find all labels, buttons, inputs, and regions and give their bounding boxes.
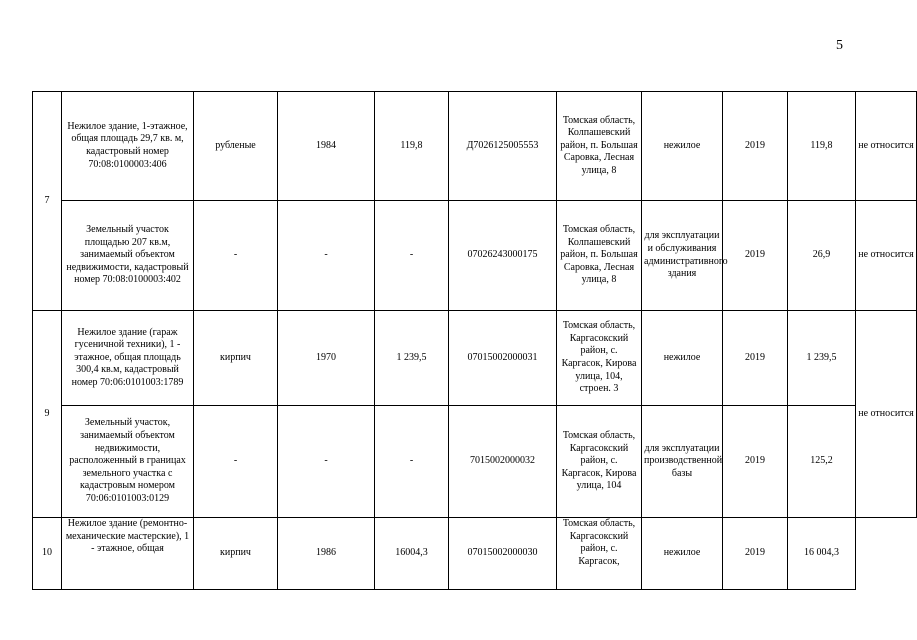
object-address: Томская область, Каргасокский район, с. Каргасок, Кирова улица, 104, строен. 3 <box>557 311 642 406</box>
object-purpose: нежилое <box>642 311 723 406</box>
object-value: - <box>375 406 449 518</box>
table-row <box>33 311 917 406</box>
build-year: 1984 <box>278 92 375 201</box>
object-value: 119,8 <box>375 92 449 201</box>
object-description: Нежилое здание (гараж гусеничной техники), 1 - этажное, общая площадь 300,4 кв.м, кадастровый номер 70:06:0101003:1789 <box>62 311 194 406</box>
object-code: 07015002000031 <box>449 311 557 406</box>
record-year: 2019 <box>723 311 788 406</box>
note: не относится <box>856 311 917 518</box>
object-value: - <box>375 201 449 311</box>
table-row <box>33 518 917 590</box>
object-code: 07015002000030 <box>449 518 557 590</box>
table-row <box>33 92 917 201</box>
build-year: 1970 <box>278 311 375 406</box>
object-description: Земельный участок, занимаемый объектом недвижимости, расположенный в границах земельного участка с кадастровым номером 70:06:0101003:0129 <box>62 406 194 518</box>
row-number: 9 <box>33 311 62 518</box>
record-year: 2019 <box>723 406 788 518</box>
object-value-2: 1 239,5 <box>788 311 856 406</box>
build-year: 1986 <box>278 518 375 590</box>
page-number: 5 <box>836 38 843 53</box>
row-number: 10 <box>33 518 62 590</box>
row-number: 7 <box>33 92 62 311</box>
record-year: 2019 <box>723 201 788 311</box>
object-purpose: нежилое <box>642 92 723 201</box>
object-value-2: 26,9 <box>788 201 856 311</box>
object-value-2: 16 004,3 <box>788 518 856 590</box>
record-year: 2019 <box>723 518 788 590</box>
object-address: Томская область, Каргасокский район, с. Каргасок, Кирова улица, 104 <box>557 406 642 518</box>
object-description: Нежилое здание, 1-этажное, общая площадь 29,7 кв. м, кадастровый номер 70:08:0100003:406 <box>62 92 194 201</box>
object-value: 1 239,5 <box>375 311 449 406</box>
build-year: - <box>278 201 375 311</box>
object-code: 07026243000175 <box>449 201 557 311</box>
object-purpose: для эксплуатации и обслуживания административного здания <box>642 201 723 311</box>
object-address: Томская область, Колпашевский район, п. Большая Саровка, Лесная улица, 8 <box>557 92 642 201</box>
wall-material: кирпич <box>194 311 278 406</box>
table-row <box>33 406 917 518</box>
note: не относится <box>856 92 917 201</box>
table-row <box>33 201 917 311</box>
object-address: Томская область, Колпашевский район, п. Большая Саровка, Лесная улица, 8 <box>557 201 642 311</box>
object-code: 7015002000032 <box>449 406 557 518</box>
object-value-2: 125,2 <box>788 406 856 518</box>
empty-cell <box>856 518 917 590</box>
wall-material: - <box>194 201 278 311</box>
build-year: - <box>278 406 375 518</box>
object-value: 16004,3 <box>375 518 449 590</box>
object-value-2: 119,8 <box>788 92 856 201</box>
object-code: Д7026125005553 <box>449 92 557 201</box>
wall-material: - <box>194 406 278 518</box>
note: не относится <box>856 201 917 311</box>
object-purpose: для эксплуатации производственной базы <box>642 406 723 518</box>
object-description: Земельный участок площадью 207 кв.м, занимаемый объектом недвижимости, кадастровый номер 70:08:0100003:402 <box>62 201 194 311</box>
wall-material: рубленые <box>194 92 278 201</box>
property-table <box>32 91 917 590</box>
wall-material: кирпич <box>194 518 278 590</box>
object-description: Нежилое здание (ремонтно-механические мастерские), 1 - этажное, общая <box>62 518 194 590</box>
object-address: Томская область, Каргасокский район, с. Каргасок, <box>557 518 642 590</box>
record-year: 2019 <box>723 92 788 201</box>
object-purpose: нежилое <box>642 518 723 590</box>
